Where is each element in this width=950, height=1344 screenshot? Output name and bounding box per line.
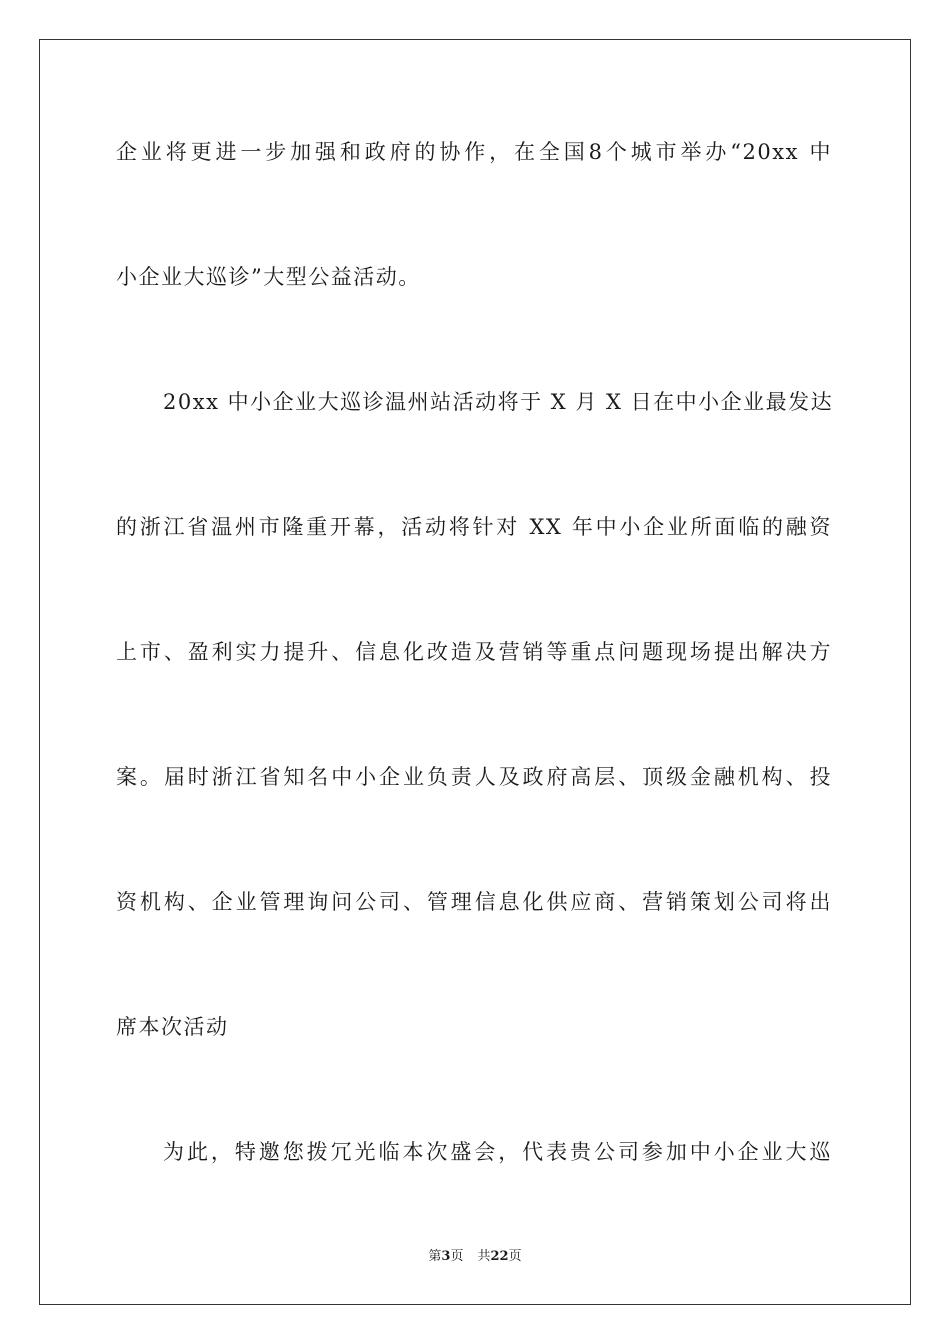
body-text-line: 资机构、企业管理询问公司、管理信息化供应商、营销策划公司将出 [116,890,832,914]
footer-total-prefix: 共 [477,1249,491,1264]
body-text-line: 上市、盈利实力提升、信息化改造及营销等重点问题现场提出解决方 [116,640,832,664]
body-text-line: 企业将更进一步加强和政府的协作，在全国8个城市举办“20xx 中 [116,140,832,164]
footer-total-suffix: 页 [508,1249,522,1264]
footer-page-number: 3 [441,1249,451,1264]
body-text-line: 的浙江省温州市隆重开幕，活动将针对 XX 年中小企业所面临的融资 [116,515,832,539]
footer-page-suffix: 页 [450,1249,464,1264]
body-text-line: 案。届时浙江省知名中小企业负责人及政府高层、顶级金融机构、投 [116,765,832,789]
paragraph-start-line: 20xx 中小企业大巡诊温州站活动将于 X 月 X 日在中小企业最发达 [163,390,834,414]
footer-page-prefix: 第 [428,1249,442,1264]
page-footer [0,1248,950,1266]
body-text-line: 席本次活动 [116,1015,229,1039]
footer-total-pages: 22 [490,1249,509,1264]
paragraph-start-line: 为此，特邀您拨冗光临本次盛会，代表贵公司参加中小企业大巡 [163,1140,832,1164]
page-border [39,39,911,1305]
body-text-line: 小企业大巡诊”大型公益活动。 [116,265,421,289]
